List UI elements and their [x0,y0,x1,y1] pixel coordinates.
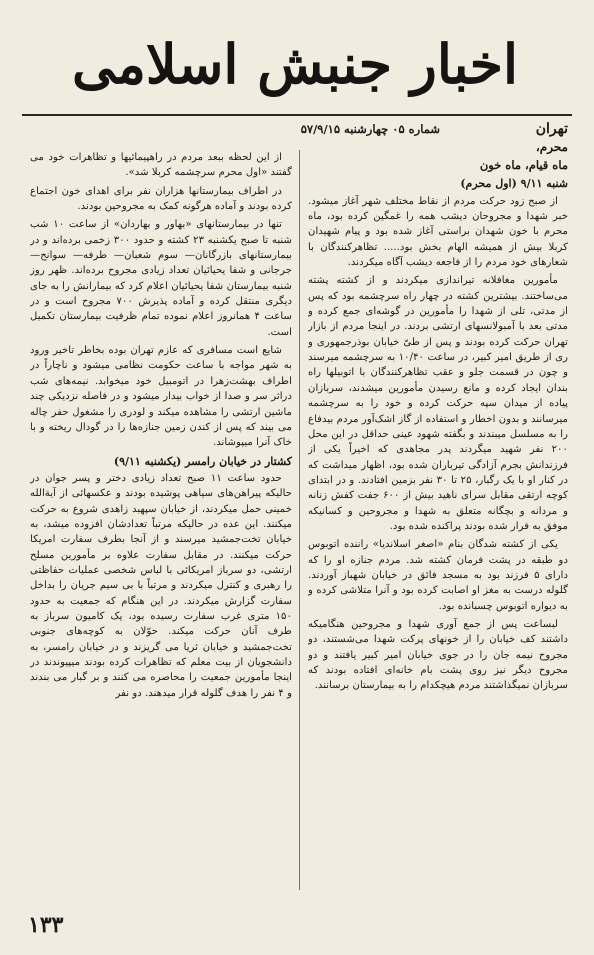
article-dateline: شنبه ۹/۱۱ (اول محرم) [460,177,568,191]
masthead-title: اخبار جنبش اسلامی [71,32,519,96]
paragraph: تنها در بیمارستانهای «بهاور و بهاردان» از ساعت ۱۰ شب شنبه تا صبح یکشنبه ۲۳ کشته و حدود ۳۰۰ زخمی برده‌اند و در بیمارستانهای بازرگانان— سوم شعبان— طرفه— سوانح— جرجانی و شفا یحیائیان تعداد زیادی مجروح برده‌اند. ظهر روز شنبه بیمارستان شفا یحیائیان اعلام کرد که بیمارانش را به جای دیگری منتقل کرده و آماده پذیرش ۷۰۰ مجروح است و در ساعت ۴ همانروز اعلام نموده تمام ظرفیت بیمارستان تکمیل است. [30,219,292,338]
paragraph: مأمورین مغافلانه تیراندازی میکردند و از کشته پشته می‌ساختند. بیشترین کشته در چهار راه سرچشمه بود که پس از مدتی، تلی از شهدا را مأمورین در گوشه‌ای جمع کرده و مدتی بعد با آمبولانسهای ارتشی بردند. در اینجا مردم از بازار تهران حرکت کرده بودند و پس از طیّ خیابان بوذرجمهوری و ری از طریق امیر کبیر، در ساعت ۱۰/۴۰ به سرچشمه میرسند و چون در قسمت جلو و عقب تظاهرکنندگان با اتوبیلها راه بندان ایجاد کرده و مانع رسیدن مأمورین میشدند، سربازان پیاده از میدان سپه حرکت کرده و خود را به سرچشمه میرسانند و بدون اخطار و استفاده از گاز اشک‌آور مردم بیدفاع را به مسلسل میبندند و بگفته شهود عینی حداقل در این محل ۲۰۰ نفر شهید میگردند پدر مجاهدی که اخیراً یکی از فرزندانش بجرم آزادگی تیرباران شده بود، اظهار میداشت که در کنار او با یک رگبار، ۲۵ تا ۳۰ نفر بزمین افتادند. و در ابتدای کوچه ارتقی مقابل سرای ناهید بیش از ۶۰۰ جفت کفش زنانه و مردانه و بچگانه متعلق به شهدا و مجروحین و کسانیکه موفق به فرار شده بودند پراکنده شده بود. [308,275,568,532]
paragraph: از این لحظه ببعد مردم در راهپیمائیها و تظاهرات خود می گفتند «اول محرم سرچشمه کربلا شد». [30,152,292,179]
column-divider [299,150,300,890]
left-column [30,150,292,905]
masthead-rule [22,114,572,116]
place-title: تهران [535,121,568,137]
article-headline: ماه قیام، ماه خون [479,158,568,172]
page-number: ۱۳۳ [28,912,64,938]
place-subtitle: محرم، [535,140,568,154]
paragraph: یکی از کشته شدگان بنام «اصغر اسلاندیا» راننده اتوبوس دو طبقه در پشت فرمان کشته شد. مردم جنازه او را که دارای ۵ فرزند بود به مسجد فائق در خیابان شهباز آوردند. گلوله درست به مغز او اصابت کرده بود و آنرا متلاشی کرده و به دیواره اتوبوس چسبانده بود. [308,539,568,612]
issue-line: شماره ۰۵ چهارشنبه ۵۷/۹/۱۵ [300,122,440,136]
paragraph: از صبح زود حرکت مردم از نقاط مختلف شهر آغاز میشود. خبر شهدا و مجروحان دیشب همه را غمگین کرده بود، ماه محرم با خون شهدان براستی آغاز شده بود و پیام شهیدان کربلا بیش از همیشه الهام بخش بود..... تظاهرکنندگان با شعارهای خود مردم را از فاجعه دیشب آگاه میکردند. [308,195,568,269]
section-subhead: کشتار در خیابان رامسر (یکشنبه ۹/۱۱) [113,454,292,468]
paragraph: شایع است مسافری که عازم تهران بوده بخاطر تاخیر ورود به شهر مواجه با ساعت حکومت نظامی میشود و ناچاراً در اطراف بهشت‌زهرا در اتومبیل خود میخوابد. نیمه‌های شب دراثر سر و صدا از خواب بیدار میشود و در فاصله نزدیکی چند ماشین ارتشی را مشاهده میکند و لودری را مشغول حفر چاله می بیند که پس از کندن زمین جنازه‌ها را در گودال ریخته و با خاک آنرا میپوشاند. [30,345,292,449]
right-column [308,158,568,898]
paragraph: در اطراف بیمارستانها هزاران نفر برای اهدای خون اجتماع کرده بودند و آماده هرگونه کمک به مجروحین بودند. [30,185,292,213]
paragraph: لبساعت پس از جمع آوری شهدا و مجروحین هنگامیکه داشتند کف خیابان را از خونهای پرکت شهدا می‌شستند، دو مجروح نیمه جان را در جوی خیابان امیر کبیر یافتند و دو مجروح دیگر نیز روی پشت بام خانه‌ای افتاده بودند که سربازان نمیگذاشتند مردم هیچکدام را به بیمارستان برسانند. [308,618,568,692]
paragraph: حدود ساعت ۱۱ صبح تعداد زیادی دختر و پسر جوان در حالیکه پیراهن‌های سیاهی پوشیده بودند و عکسهائی از آیة‌الله خمینی حمل میکردند، از خیابان سپهبد زاهدی شروع به حرکت میکنند. این عده در حالیکه مرتباً تعدادشان افزوده میشد، به خیابان تخت‌جمشید میرسند و از آنجا بطرف سفارت امریکا حرکت میکنند. در مقابل سفارت علاوه بر مأمورین مسلح ارتشی، دو سرباز امریکائی با لباس شخصی عملیات حفاظتی را رهبری و کنترل میکردند و مرتباً با بی سیم جریان را بداخل سفارت گزارش میکردند. در این هنگام که جمعیت به حدود ۱۵۰ متری غرب سفارت رسیده بود، یک کامیون سرباز به طرف آنان حرکت میکند. حوّلان به کوچه‌های جنوبی تخت‌جمشید و خیابان ثریا می گریزند و در خیابان رامسر، به دانشجویان از بیت معلم که تظاهرات کرده بودند میپیوندند در اینجا مأمورین جمعیت را محاصره می کنند و بر گبار می بندند و ۴ نفر را هدف گلوله قرار میدهند. دو نفر [30,472,292,699]
